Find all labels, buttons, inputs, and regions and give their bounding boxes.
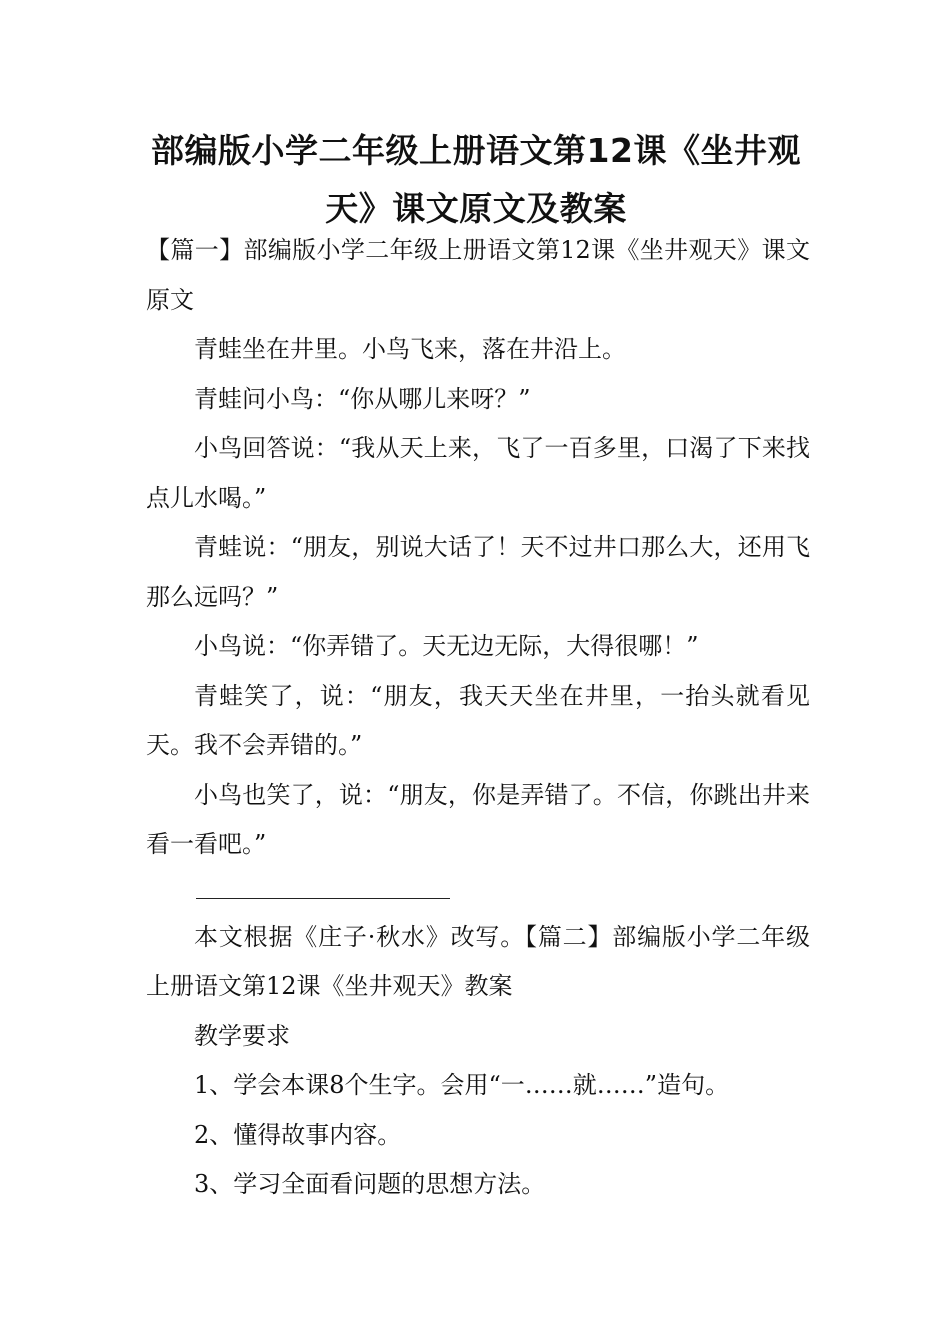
- paragraph: 小鸟也笑了，说：“朋友，你是弄错了。不信，你跳出井来看一看吧。”: [146, 780, 810, 858]
- document-title: 部编版小学二年级上册语文第12课《坐井观天》课文原文及教案: [151, 131, 801, 228]
- footnote-separator: [196, 898, 450, 899]
- requirement-item: 2、懂得故事内容。: [194, 1120, 402, 1149]
- paragraph: 小鸟回答说：“我从天上来，飞了一百多里，口渴了下来找点儿水喝。”: [146, 434, 810, 512]
- requirement-item: 3、学习全面看问题的思想方法。: [194, 1170, 546, 1198]
- paragraph: 青蛙问小鸟：“你从哪儿来呀？”: [194, 384, 531, 413]
- footnote-text: 本文根据《庄子·秋水》改写。【篇二】部编版小学二年级上册语文第12课《坐井观天》教案: [146, 922, 810, 1000]
- teaching-requirements-heading: 教学要求: [194, 1021, 290, 1050]
- requirement-item: 1、学会本课8个生字。会用“一……就……”造句。: [194, 1071, 730, 1099]
- paragraph: 青蛙笑了，说：“朋友，我天天坐在井里，一抬头就看见天。我不会弄错的。”: [146, 681, 810, 759]
- spacer: [146, 870, 810, 892]
- paragraph: 青蛙坐在井里。小鸟飞来，落在井沿上。: [194, 335, 626, 363]
- paragraph: 小鸟说：“你弄错了。天无边无际，大得很哪！”: [194, 632, 699, 660]
- document-body: [146, 226, 810, 1210]
- section-heading: 【篇一】部编版小学二年级上册语文第12课《坐井观天》课文原文: [146, 236, 810, 314]
- paragraph: 青蛙说：“朋友，别说大话了！天不过井口那么大，还用飞那么远吗？”: [146, 533, 810, 611]
